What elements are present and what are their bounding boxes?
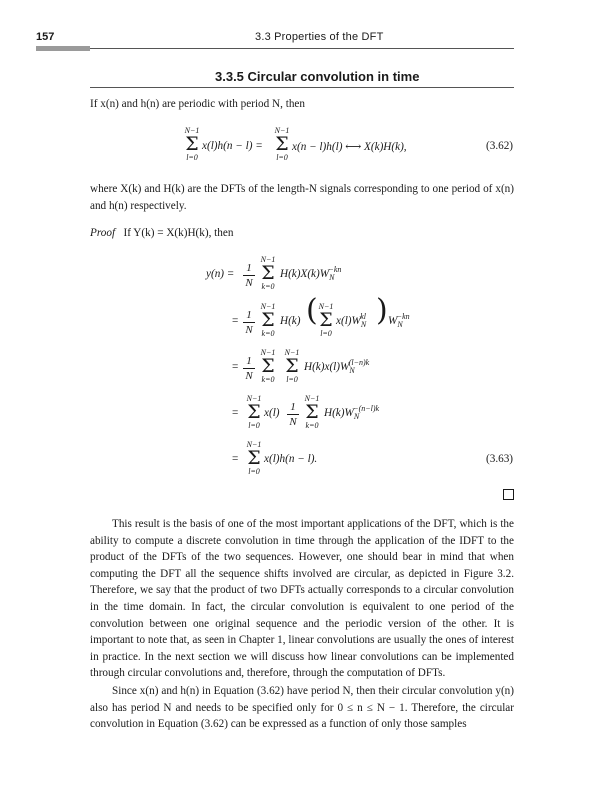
proof-lead: If Y(k) = X(k)H(k), then (123, 227, 234, 239)
eq362-rhs: x(n − l)h(l) ⟷ X(k)H(k), (292, 141, 407, 153)
eq362-lhs: x(l)h(n − l) = (202, 140, 263, 152)
paragraph-1: This result is the basis of one of the most important applications of the DFT, which is the ability to compute a discrete convolution in time through the application of the IDFT to the product of the DFTs of the two sequences. However, one should bear in mind that when computing the DFT all the sequence shifts involved are circular, as depicted in Figure 3.2. Therefore, we say that the product of two DFTs actually corresponds to a circular convolution in the time domain. In fact, the circular convolution is equivalent to one period of the convolution between one original sequence and the periodic version of the other. It is important to note that, as seen in Chapter 1, linear convolutions are usually the ones of interest in practice. In the next section we will discuss how linear convolutions can be implemented through circular convolutions and, therefore, through the computation of DFTs. (90, 518, 514, 680)
fraction-1-over-N: 1 N (242, 355, 256, 382)
left-paren: ( (306, 293, 318, 328)
fraction-1-over-N: 1 N (242, 309, 256, 336)
sum-symbol: N−1 Σ k=0 (260, 255, 276, 291)
line1-term: $H(k)X(k)W_N^{-kn}$ (280, 265, 342, 282)
running-title: 3.3 Properties of the DFT (255, 31, 384, 43)
sum-symbol: N−1 Σ k=0 (304, 394, 320, 430)
y-lhs: y(n) = (206, 268, 235, 280)
paragraph-2: Since x(n) and h(n) in Equation (3.62) have period N, then their circular convolution y(n) also has period N and needs to be specified only for 0 ≤ n ≤ N − 1. Therefore, the circular convolution in Equation (3.62) can be expressed as a function of only those samples (90, 685, 514, 731)
equals-sign: = (232, 453, 239, 465)
equation-number: (3.62) (486, 140, 514, 152)
page-number: 157 (36, 31, 55, 43)
qed-box-icon (503, 489, 514, 500)
line5-term: x(l)h(n − l). (264, 453, 318, 465)
fraction-1-over-N: 1 N (242, 262, 256, 289)
line2-w: $W_N^{-kn}$ (388, 312, 410, 329)
line3-term: $H(k)x(l)W_N^{(l-n)k}$ (304, 358, 370, 375)
proof-lead-line (90, 225, 514, 242)
where-text: where X(k) and H(k) are the DFTs of the length-N signals corresponding to one period of x(n) and h(n) respectively. (90, 183, 514, 212)
right-paren: ) (376, 293, 388, 328)
section-rule (90, 87, 514, 88)
sum-symbol: N−1 Σ l=0 (274, 126, 290, 162)
sum-symbol: N−1 Σ l=0 (184, 126, 200, 162)
sum-symbol: N−1 Σ l=0 (284, 348, 300, 384)
line2-hk: H(k) (280, 315, 301, 327)
equation-number: (3.63) (486, 453, 514, 465)
header-rule (90, 48, 514, 49)
sum-symbol: N−1 Σ l=0 (246, 394, 262, 430)
line4-term: $H(k)W_N^{-(n-l)k}$ (324, 404, 380, 421)
equals-sign: = (232, 361, 239, 373)
sum-symbol: N−1 Σ l=0 (246, 440, 262, 476)
section-title: 3.3.5 Circular convolution in time (215, 69, 420, 84)
sum-symbol: N−1 Σ l=0 (318, 302, 334, 338)
header-accent-bar (36, 46, 90, 51)
sum-symbol: N−1 Σ k=0 (260, 302, 276, 338)
page-header (0, 0, 608, 60)
intro-text: If x(n) and h(n) are periodic with period N, then (90, 98, 305, 110)
line4-x: x(l) (264, 407, 280, 419)
equals-sign: = (232, 315, 239, 327)
sum-symbol: N−1 Σ k=0 (260, 348, 276, 384)
line2-inner: $x(l)W_N^{kl}$ (336, 312, 367, 329)
proof-label: Proof (90, 227, 116, 239)
equals-sign: = (232, 407, 239, 419)
fraction-1-over-N: 1 N (286, 401, 300, 428)
